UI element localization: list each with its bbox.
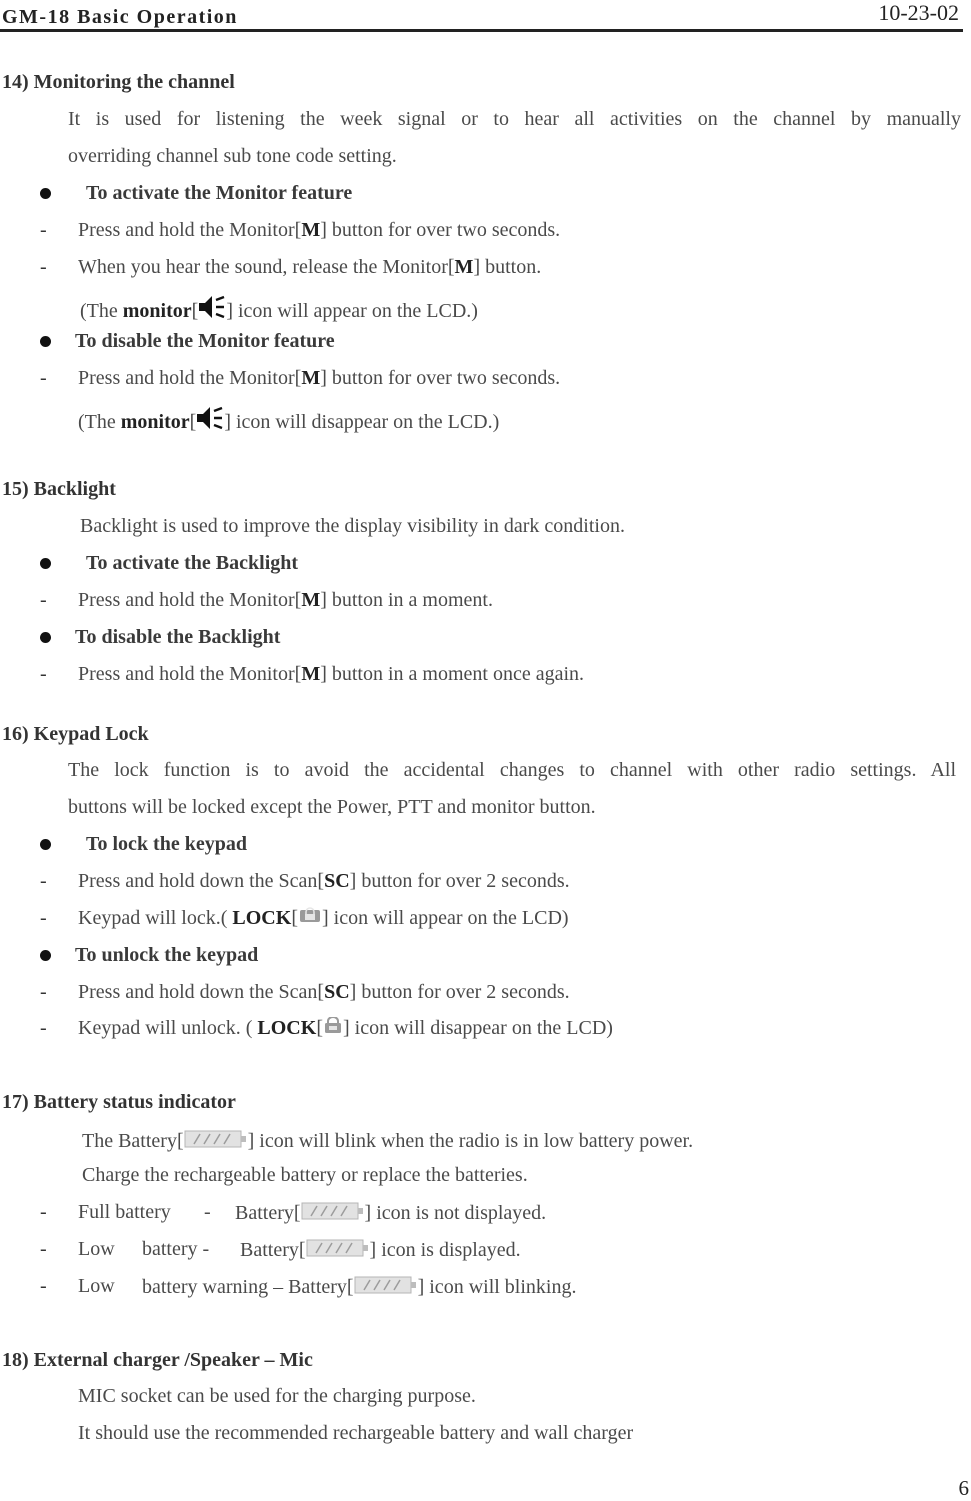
battery-low-desc: Battery[ ] icon is displayed. — [240, 1239, 521, 1261]
bullet-icon — [40, 336, 51, 347]
section-16-title: 16) Keypad Lock — [2, 723, 149, 745]
dash-marker: - — [40, 907, 47, 929]
lock-icon — [323, 1017, 343, 1035]
dash-marker: - — [40, 870, 47, 892]
dash-marker: - — [40, 663, 47, 685]
bullet-icon — [40, 839, 51, 850]
lock-keypad-step-1: Press and hold down the Scan[SC] button for over 2 seconds. — [78, 870, 570, 892]
battery-warning-desc: battery warning – Battery[ ] icon will blinking. — [142, 1276, 577, 1298]
battery-full-dash: - — [204, 1201, 211, 1223]
section-14-intro-line1: It is used for listening the week signal or to hear all activities on the channel by manually — [68, 108, 961, 130]
bullet-icon — [40, 950, 51, 961]
dash-marker: - — [40, 1238, 47, 1260]
battery-icon — [184, 1129, 248, 1149]
unlock-keypad-step-1: Press and hold down the Scan[SC] button for over 2 seconds. — [78, 981, 570, 1003]
lock-keypad-heading: To lock the keypad — [86, 833, 247, 855]
battery-low-label: Low — [78, 1238, 115, 1260]
bullet-icon — [40, 188, 51, 199]
bullet-icon — [40, 558, 51, 569]
dash-marker: - — [40, 219, 47, 241]
dash-marker: - — [40, 256, 47, 278]
section-18-line-1: MIC socket can be used for the charging purpose. — [78, 1385, 476, 1407]
battery-low-dash: battery - — [142, 1238, 210, 1260]
battery-line-2: Charge the rechargeable battery or replace the batteries. — [82, 1164, 528, 1186]
speaker-icon — [196, 406, 224, 430]
dash-marker: - — [40, 367, 47, 389]
section-18-line-2: It should use the recommended rechargeable battery and wall charger — [78, 1422, 634, 1444]
battery-full-label: Full battery — [78, 1201, 171, 1223]
section-16-intro-line2: buttons will be locked except the Power, PTT and monitor button. — [68, 796, 596, 818]
monitor-activate-heading: To activate the Monitor feature — [86, 182, 353, 204]
page-number: 6 — [958, 1476, 969, 1500]
battery-line-1: The Battery[ ] icon will blink when the radio is in low battery power. — [82, 1130, 694, 1152]
monitor-activate-step-1: Press and hold the Monitor[M] button for over two seconds. — [78, 219, 561, 241]
section-14-intro-line2: overriding channel sub tone code setting. — [68, 145, 397, 167]
backlight-disable-step-1: Press and hold the Monitor[M] button in a moment once again. — [78, 663, 585, 685]
monitor-disable-step-1: Press and hold the Monitor[M] button for over two seconds. — [78, 367, 561, 389]
battery-warning-label: Low — [78, 1275, 115, 1297]
battery-icon — [301, 1201, 365, 1221]
dash-marker: - — [40, 1017, 47, 1039]
monitor-disable-heading: To disable the Monitor feature — [75, 330, 335, 352]
monitor-disable-note: (The monitor[ ] icon will disappear on the LCD.) — [78, 406, 499, 434]
backlight-activate-step-1: Press and hold the Monitor[M] button in a moment. — [78, 589, 493, 611]
section-16-intro-line1: The lock function is to avoid the accidental changes to channel with other radio settings. All — [68, 759, 956, 781]
backlight-disable-heading: To disable the Backlight — [75, 626, 281, 648]
backlight-activate-heading: To activate the Backlight — [86, 552, 299, 574]
dash-marker: - — [40, 1275, 47, 1297]
bullet-icon — [40, 632, 51, 643]
section-15-intro: Backlight is used to improve the display visibility in dark condition. — [80, 515, 625, 537]
battery-full-desc: Battery[ ] icon is not displayed. — [235, 1202, 547, 1224]
monitor-activate-note: (The monitor[ ] icon will appear on the LCD.) — [80, 295, 478, 323]
unlock-keypad-heading: To unlock the keypad — [75, 944, 259, 966]
dash-marker: - — [40, 1201, 47, 1223]
monitor-activate-step-2: When you hear the sound, release the Monitor[M] button. — [78, 256, 542, 278]
section-14-title: 14) Monitoring the channel — [2, 71, 235, 93]
section-18-title: 18) External charger /Speaker – Mic — [2, 1349, 313, 1371]
dash-marker: - — [40, 981, 47, 1003]
header-rule — [0, 29, 963, 32]
section-15-title: 15) Backlight — [2, 478, 116, 500]
lock-icon — [298, 907, 322, 925]
unlock-keypad-step-2: Keypad will unlock. ( LOCK[ ] icon will disappear on the LCD) — [78, 1017, 613, 1039]
battery-icon — [354, 1275, 418, 1295]
document-title: GM-18 Basic Operation — [2, 6, 238, 28]
section-17-title: 17) Battery status indicator — [2, 1091, 236, 1113]
dash-marker: - — [40, 589, 47, 611]
battery-icon — [306, 1238, 370, 1258]
document-date: 10-23-02 — [878, 0, 959, 25]
speaker-icon — [198, 295, 226, 319]
lock-keypad-step-2: Keypad will lock.( LOCK[ ] icon will appear on the LCD) — [78, 907, 569, 929]
